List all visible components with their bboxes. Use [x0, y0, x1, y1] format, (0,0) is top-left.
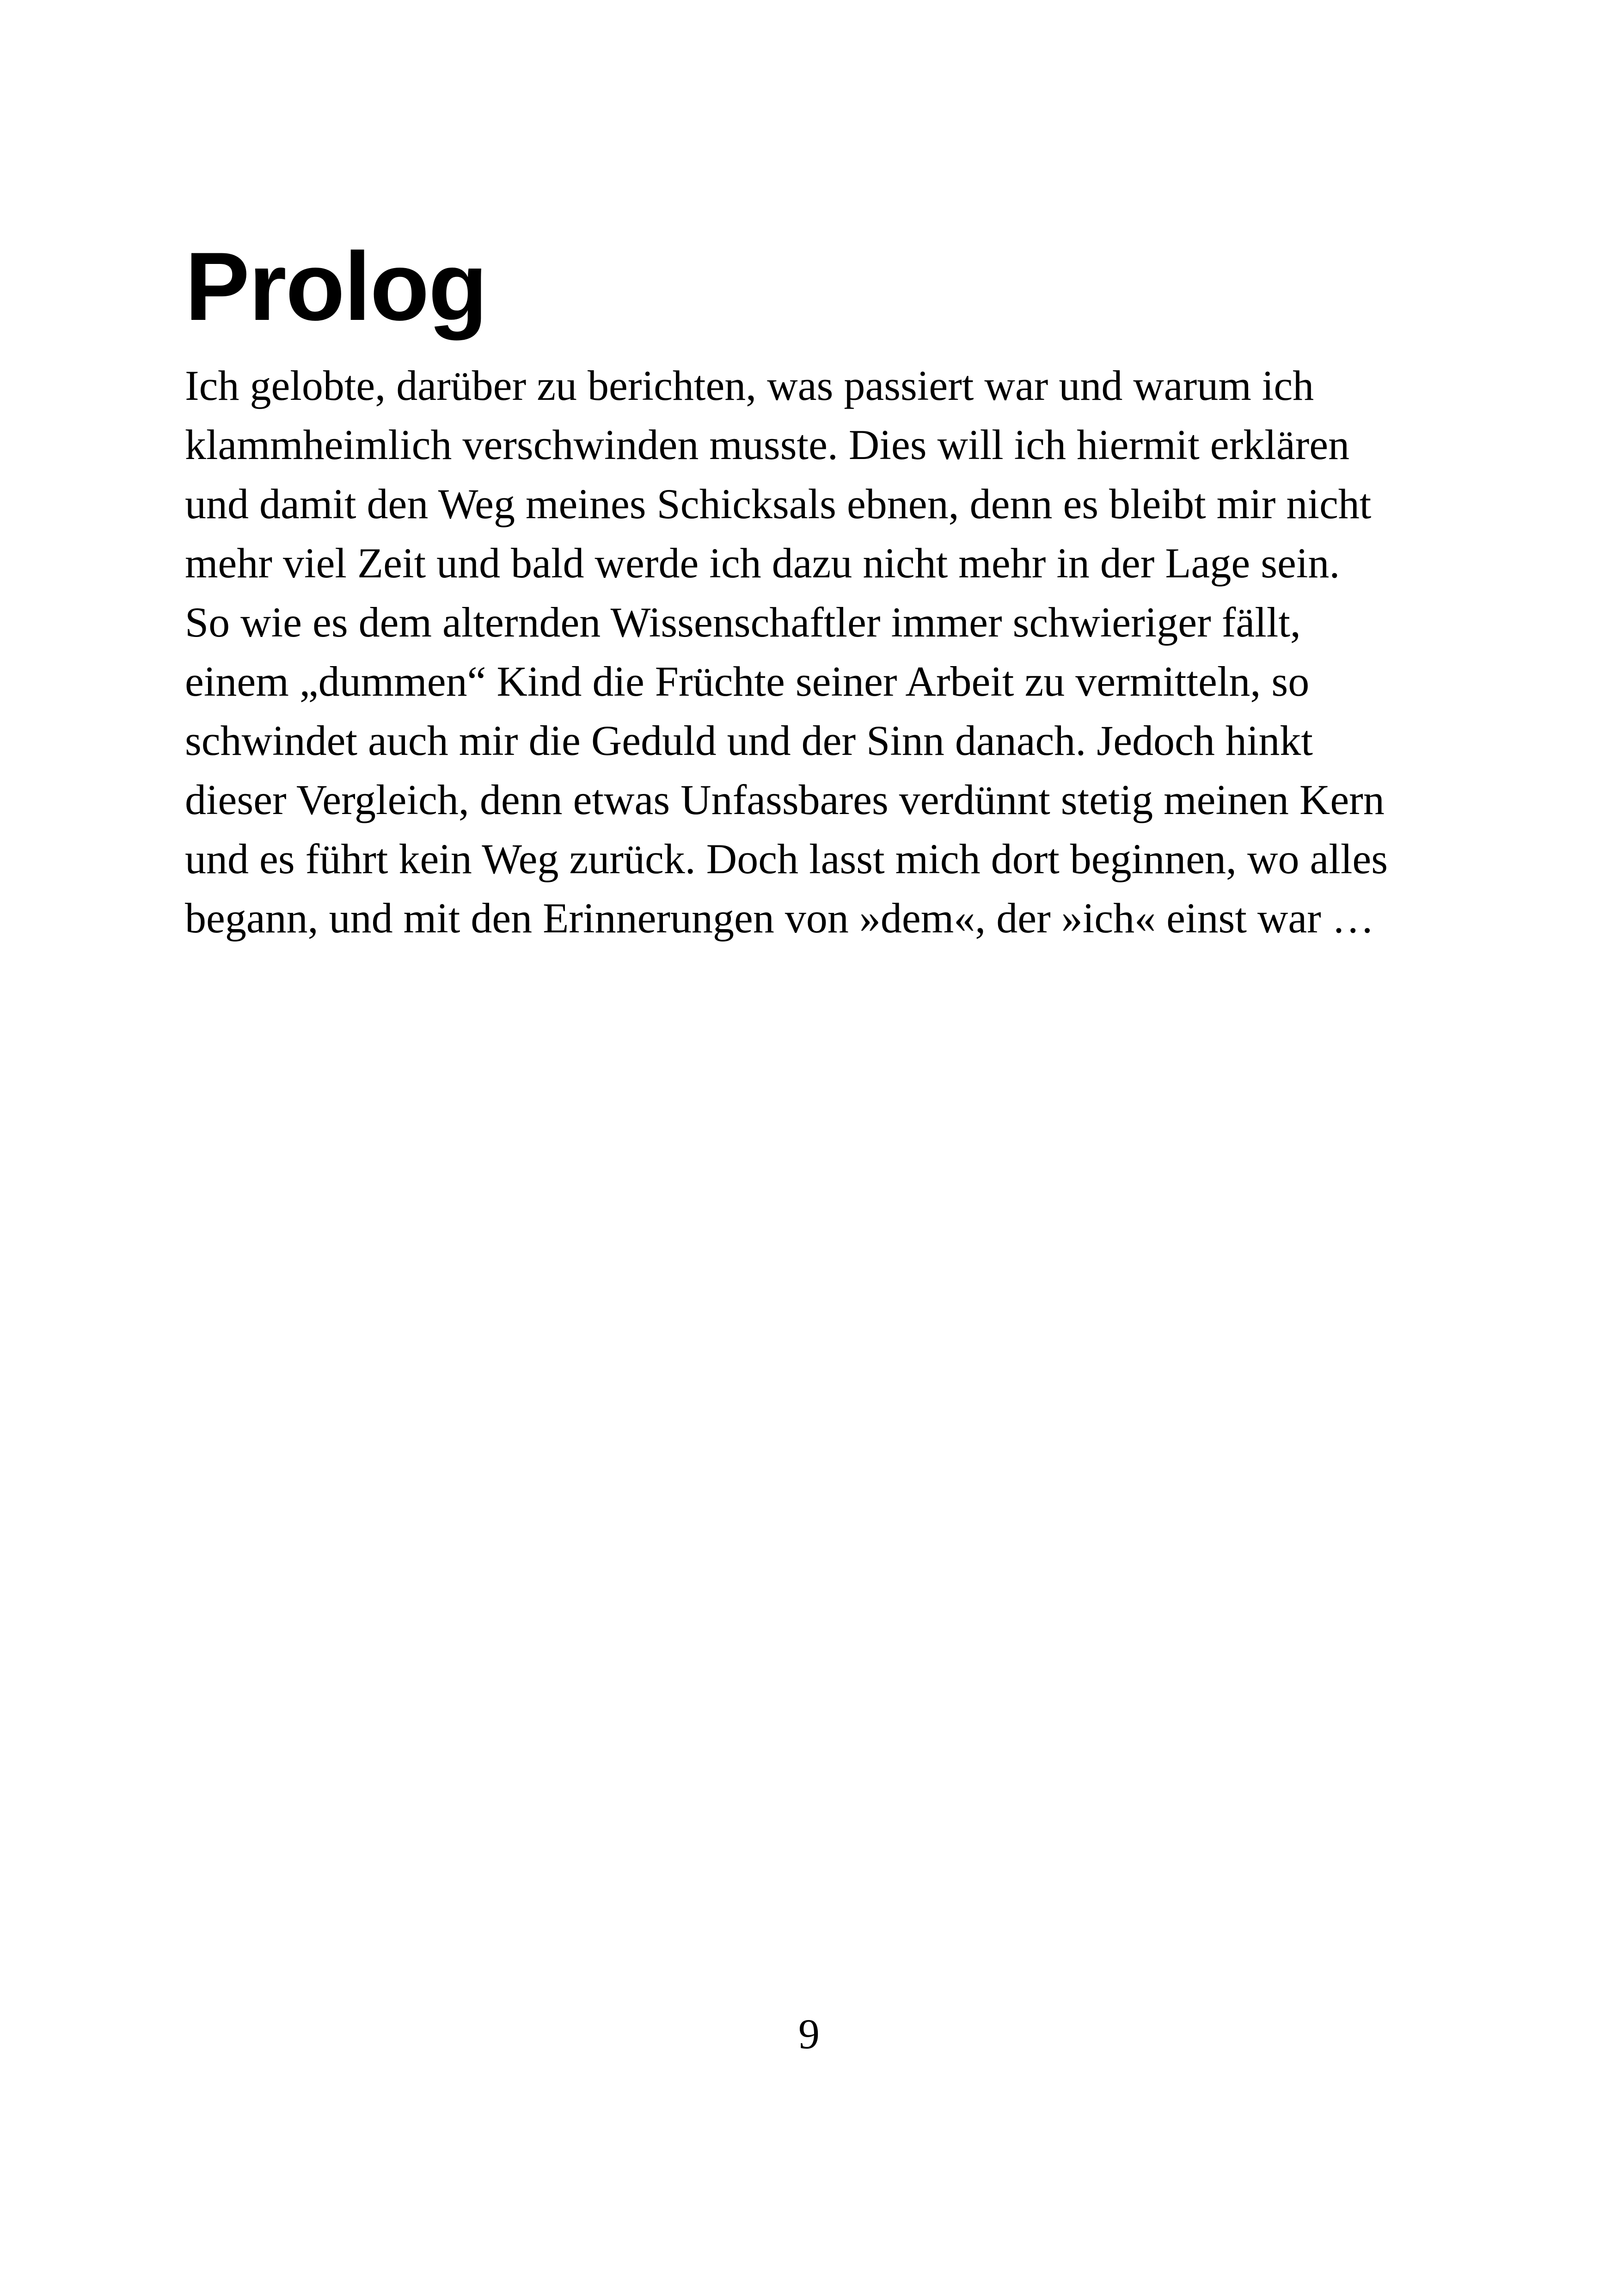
text-line: Ich gelobte, darüber zu berichten, was passiert war und warum ich [185, 362, 1314, 409]
text-line: mehr viel Zeit und bald werde ich dazu nicht mehr in der Lage sein. [185, 539, 1340, 587]
text-line: dieser Vergleich, denn etwas Unfassbares verdünnt stetig meinen Kern [185, 776, 1385, 823]
text-line: begann, und mit den Erinnerungen von »dem«, der »ich« einst war … [185, 894, 1374, 942]
text-line: schwindet auch mir die Geduld und der Sinn danach. Jedoch hinkt [185, 717, 1313, 764]
text-line: So wie es dem alternden Wissenschaftler immer schwieriger fällt, [185, 599, 1301, 646]
text-line: und es führt kein Weg zurück. Doch lasst mich dort beginnen, wo alles [185, 835, 1388, 882]
text-line: klammheimlich verschwinden musste. Dies will ich hiermit erklären [185, 421, 1350, 468]
chapter-title: Prolog [185, 232, 487, 341]
text-line: einem „dummen“ Kind die Früchte seiner Arbeit zu vermitteln, so [185, 658, 1310, 705]
prologue-paragraph [185, 356, 1461, 948]
text-line: und damit den Weg meines Schicksals ebnen, denn es bleibt mir nicht [185, 480, 1372, 527]
page-number: 9 [798, 2010, 820, 2057]
